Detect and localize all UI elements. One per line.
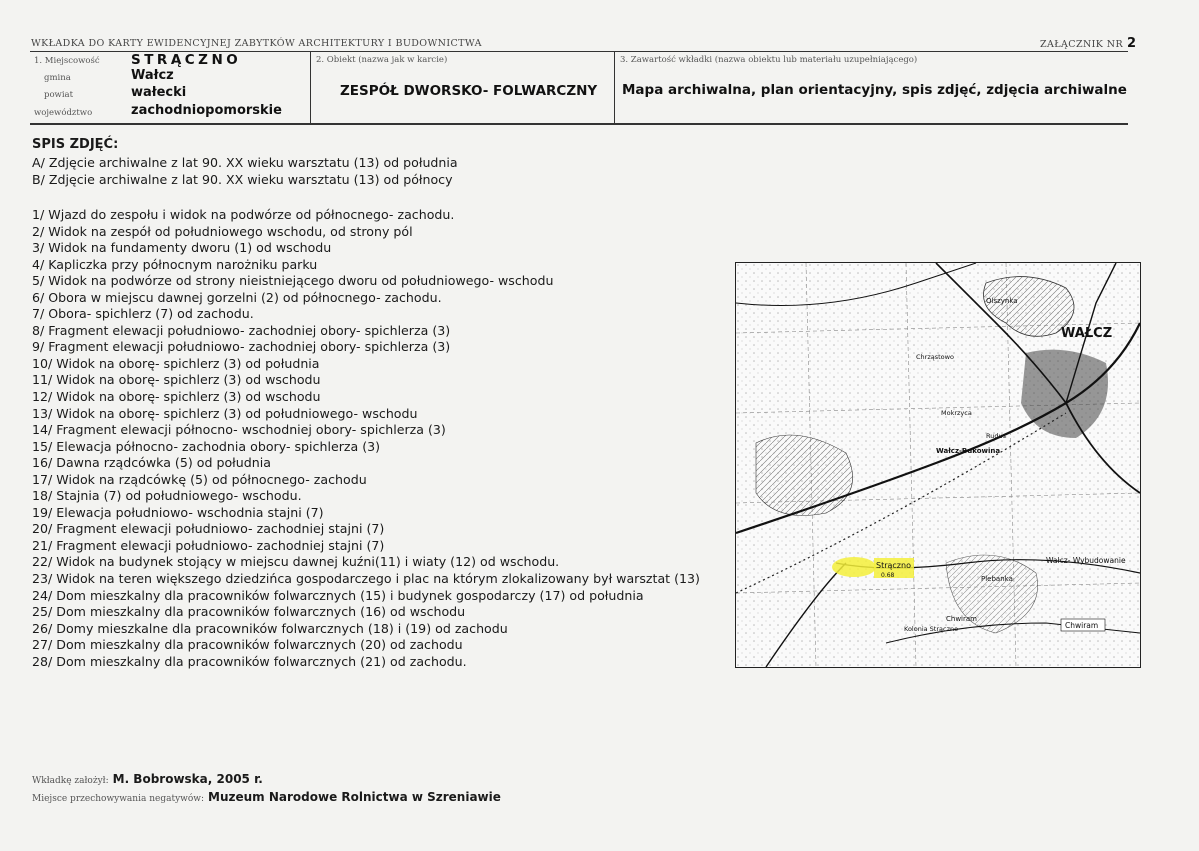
map-label-straczno: Strączno xyxy=(876,561,911,570)
list-item: 16/ Dawna rządcówka (5) od południa xyxy=(32,455,271,471)
map-label-chwiram2: Chwiram xyxy=(1065,621,1099,630)
object-name: ZESPÓŁ DWORSKO- FOLWARCZNY xyxy=(340,83,598,99)
list-item: 5/ Widok na podwórze od strony nieistniejącego dworu od południowego- wschodu xyxy=(32,273,554,289)
list-item: 20/ Fragment elewacji południowo- zachodniej stajni (7) xyxy=(32,521,385,537)
photo-list-heading: SPIS ZDJĘĆ: xyxy=(32,137,119,152)
photo-list xyxy=(32,207,700,670)
storage-line xyxy=(32,790,501,804)
straczno-highlight xyxy=(832,557,876,577)
annex-label-text: ZAŁĄCZNIK NR xyxy=(1040,39,1123,50)
form-divider-2 xyxy=(614,51,615,123)
orientation-map xyxy=(735,262,1141,668)
object-label: 2. Obiekt (nazwa jak w karcie) xyxy=(316,55,448,65)
list-item: 8/ Fragment elewacji południowo- zachodniej obory- spichlerza (3) xyxy=(32,322,451,338)
map-label-mokrzyca: Mokrzyca xyxy=(941,409,972,417)
list-item: 2/ Widok na zespół od południowego wschodu, od strony pól xyxy=(32,223,413,239)
map-label-kolonia-straczno: Kolonia Strączno xyxy=(904,625,959,633)
place-value: STRĄCZNO xyxy=(131,52,242,68)
map-label-plebanka: Plebanka xyxy=(981,575,1013,583)
contents-text: Mapa archiwalna, plan orientacyjny, spis zdjęć, zdjęcia archiwalne xyxy=(622,82,1127,98)
list-item: 1/ Wjazd do zespołu i widok na podwórze od północnego- zachodu. xyxy=(32,207,455,222)
annex-number: 2 xyxy=(1127,36,1137,51)
author-value: M. Bobrowska, 2005 r. xyxy=(112,772,263,786)
list-item: 19/ Elewacja południowo- wschodnia stajni (7) xyxy=(32,504,324,520)
map-label-walcz-wybudowanie: Wałcz- Wybudowanie xyxy=(1046,556,1126,565)
place-label: 1. Miejscowość xyxy=(34,56,100,66)
list-item: 12/ Widok na oborę- spichlerz (3) od wschodu xyxy=(32,389,321,405)
list-item: 28/ Dom mieszkalny dla pracowników folwarcznych (21) od zachodu. xyxy=(32,653,467,669)
list-item: 23/ Widok na teren większego dziedzińca gospodarczego i plac na którym zlokalizowany był warsztat (13) xyxy=(32,571,700,587)
list-item: 6/ Obora w miejscu dawnej gorzelni (2) od północnego- zachodu. xyxy=(32,289,442,305)
voivodeship-value: zachodniopomorskie xyxy=(131,103,282,118)
list-item: 17/ Widok na rządcówkę (5) od północnego- zachodu xyxy=(32,471,367,487)
list-item: 18/ Stajnia (7) od południowego- wschodu. xyxy=(32,488,302,504)
map-label-rudus: Rudus xyxy=(986,432,1006,440)
form-bottom-rule xyxy=(30,123,1128,125)
list-item: 25/ Dom mieszkalny dla pracowników folwarcznych (16) od wschodu xyxy=(32,604,466,620)
list-item: 7/ Obora- spichlerz (7) od zachodu. xyxy=(32,306,254,322)
list-item: 10/ Widok na oborę- spichlerz (3) od południa xyxy=(32,355,320,371)
voivodeship-label: województwo xyxy=(34,108,93,118)
list-item: 13/ Widok na oborę- spichlerz (3) od południowego- wschodu xyxy=(32,405,418,421)
list-item: 21/ Fragment elewacji południowo- zachodniej stajni (7) xyxy=(32,537,385,553)
contents-label: 3. Zawartość wkładki (nazwa obiektu lub materiału uzupełniającego) xyxy=(620,55,918,65)
map-label-chrzastowo: Chrząstowo xyxy=(916,353,954,361)
list-item: 26/ Domy mieszkalne dla pracowników folwarcznych (18) i (19) od zachodu xyxy=(32,620,508,636)
map-label-walcz-bukowina: Wałcz-Bukowina xyxy=(936,447,1001,455)
map-label-elevation: 0.68 xyxy=(881,572,895,579)
annex-label xyxy=(1040,36,1136,51)
list-item: 24/ Dom mieszkalny dla pracowników folwarcznych (15) i budynek gospodarczy (17) od południa xyxy=(32,587,644,603)
list-item: 22/ Widok na budynek stojący w miejscu dawnej kuźni(11) i wiaty (12) od wschodu. xyxy=(32,554,560,570)
author-line xyxy=(32,772,263,786)
map-label-walcz: WAŁCZ xyxy=(1061,326,1113,341)
map-label-chwiram: Chwiram xyxy=(946,615,977,623)
list-item: 15/ Elewacja północno- zachodnia obory- spichlerza (3) xyxy=(32,438,381,454)
map-label-olszynka: Olszynka xyxy=(986,297,1018,305)
powiat-label: powiat xyxy=(44,90,74,100)
list-item: 14/ Fragment elewacji północno- wschodniej obory- spichlerza (3) xyxy=(32,422,446,438)
storage-label: Miejsce przechowywania negatywów: xyxy=(32,794,205,804)
gmina-value: Wałcz xyxy=(131,68,174,83)
list-item: 4/ Kapliczka przy północnym narożniku parku xyxy=(32,256,318,272)
form-divider-1 xyxy=(310,51,311,123)
list-item: 3/ Widok na fundamenty dworu (1) od wschodu xyxy=(32,240,332,256)
list-item: B/ Zdjęcie archiwalne z lat 90. XX wieku warsztatu (13) od północy xyxy=(32,171,453,187)
powiat-value: wałecki xyxy=(131,85,187,100)
gmina-label: gmina xyxy=(44,73,71,83)
archival-photo-list xyxy=(32,155,458,188)
author-label: Wkładkę założył: xyxy=(32,776,109,786)
list-item: 9/ Fragment elewacji południowo- zachodniej obory- spichlerza (3) xyxy=(32,339,451,355)
form-title: WKŁADKA DO KARTY EWIDENCYJNEJ ZABYTKÓW ARCHITEKTURY I BUDOWNICTWA xyxy=(31,38,482,49)
list-item: 27/ Dom mieszkalny dla pracowników folwarcznych (20) od zachodu xyxy=(32,637,463,653)
list-item: 11/ Widok na oborę- spichlerz (3) od wschodu xyxy=(32,372,321,388)
storage-value: Muzeum Narodowe Rolnictwa w Szreniawie xyxy=(208,790,501,804)
list-item: A/ Zdjęcie archiwalne z lat 90. XX wieku warsztatu (13) od południa xyxy=(32,155,458,170)
